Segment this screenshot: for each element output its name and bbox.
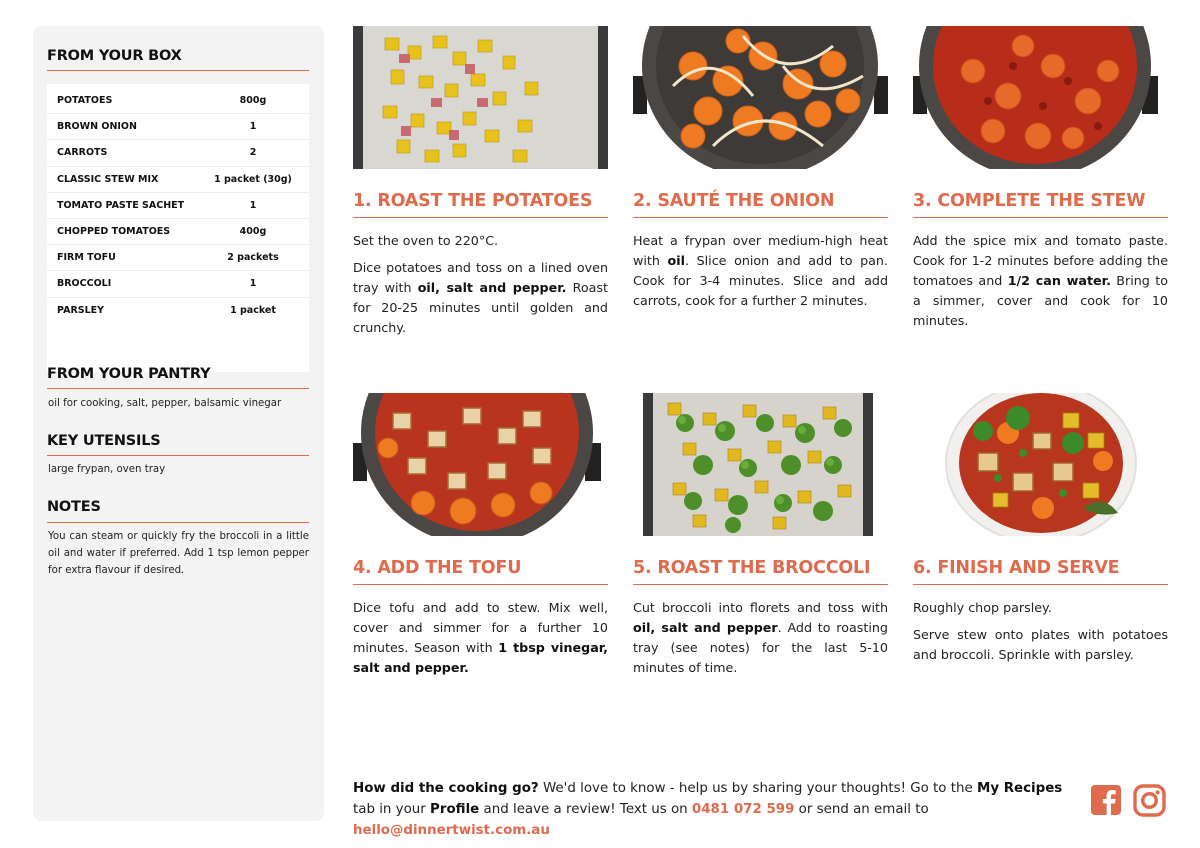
- text: Dice tofu and add to stew. Mix well, cover and simmer for a further 10 minutes. Season with: [353, 600, 608, 655]
- step-6: [913, 393, 1168, 672]
- pantry-title: FROM YOUR PANTRY: [47, 366, 211, 382]
- text: Roast for 20-25 minutes until golden and crunchy.: [353, 280, 608, 335]
- ingredient-name: PARSLEY: [57, 305, 105, 317]
- text: Bring to a simmer, cover and cook for 10 minutes.: [913, 273, 1168, 328]
- step-1: [353, 26, 608, 345]
- footer-question: How did the cooking go?: [353, 781, 539, 796]
- step-photo-finish-serve: [913, 393, 1168, 536]
- bold-text: oil, salt and pepper: [633, 620, 778, 635]
- step-paragraph: Set the oven to 220°C.: [353, 233, 499, 248]
- ingredient-name: TOMATO PASTE SACHET: [57, 199, 185, 211]
- step-2: [633, 26, 888, 318]
- facebook-icon[interactable]: [1090, 784, 1124, 818]
- ingredient-qty: 800g: [239, 95, 267, 107]
- ingredient-qty: 2: [249, 147, 257, 159]
- text: Heat a frypan over medium-high heat with: [633, 233, 888, 268]
- step-paragraph: Roughly chop parsley.: [913, 600, 1052, 615]
- bold-text: 1 tbsp vinegar, salt and pepper.: [353, 640, 608, 675]
- step-paragraph: [633, 598, 888, 678]
- footer-text: or send an email to: [794, 802, 929, 817]
- step-paragraph: [913, 231, 1168, 331]
- text: . Slice onion and add to pan. Cook for 3-4 minutes. Slice and add carrots, cook for a further 2 minutes.: [633, 253, 889, 308]
- email-link[interactable]: hello@dinnertwist.com.au: [353, 823, 550, 838]
- step-paragraph: [353, 258, 608, 338]
- bold-text: oil, salt and pepper.: [417, 280, 567, 295]
- ingredient-name: CLASSIC STEW MIX: [57, 173, 159, 185]
- my-recipes-link[interactable]: My Recipes: [977, 781, 1063, 796]
- divider: [47, 522, 309, 523]
- divider: [47, 388, 309, 389]
- ingredient-row: [47, 271, 309, 297]
- bold-text: 1/2 can water.: [1007, 273, 1111, 288]
- text: Dice potatoes and toss on a lined oven tray with: [353, 260, 608, 295]
- step-title: 1. ROAST THE POTATOES: [353, 191, 608, 218]
- step-5: [633, 393, 888, 685]
- ingredient-qty: 1: [249, 199, 257, 211]
- ingredient-qty: 1: [249, 278, 257, 290]
- step-4: [353, 393, 608, 685]
- footer-text: and leave a review! Text us on: [479, 802, 692, 817]
- text: Add the spice mix and tomato paste. Cook for 1-2 minutes before adding the tomatoes and: [913, 233, 1168, 288]
- utensils-text: large frypan, oven tray: [48, 464, 166, 475]
- step-title: 2. SAUTÉ THE ONION: [633, 191, 888, 218]
- notes-text: You can steam or quickly fry the broccoli in a little oil and water if preferred. Add 1 tsp lemon pepper for extra flavour if desired.: [48, 531, 309, 576]
- text: Cut broccoli into florets and toss with: [633, 600, 888, 615]
- pantry-text: oil for cooking, salt, pepper, balsamic vinegar: [48, 398, 282, 409]
- step-paragraph: [633, 231, 888, 311]
- step-body: [633, 598, 888, 678]
- ingredient-qty: 1 packet (30g): [214, 173, 292, 185]
- profile-link[interactable]: Profile: [430, 802, 480, 817]
- ingredient-name: FIRM TOFU: [57, 252, 116, 264]
- ingredient-qty: 400g: [239, 226, 267, 238]
- ingredient-row: [47, 88, 309, 114]
- step-body: [353, 598, 608, 678]
- ingredient-row: [47, 219, 309, 245]
- ingredient-name: BROWN ONION: [57, 121, 137, 133]
- step-body: [913, 598, 1168, 665]
- ingredients-table: [47, 84, 309, 372]
- step-paragraph: Serve stew onto plates with potatoes and broccoli. Sprinkle with parsley.: [913, 627, 1168, 662]
- ingredient-qty: 2 packets: [227, 252, 279, 264]
- step-photo-add-tofu: [353, 393, 608, 536]
- utensils-title: KEY UTENSILS: [47, 433, 161, 449]
- box-title: FROM YOUR BOX: [47, 48, 182, 64]
- ingredients-sidebar: [33, 26, 324, 821]
- ingredient-qty: 1 packet: [230, 305, 276, 317]
- bold-text: oil: [667, 253, 685, 268]
- text: . Add to roasting tray (see notes) for the last 5-10 minutes of time.: [633, 620, 888, 675]
- ingredient-name: BROCCOLI: [57, 278, 112, 290]
- ingredient-name: CARROTS: [57, 147, 108, 159]
- ingredient-qty: 1: [249, 121, 257, 133]
- ingredient-row: [47, 245, 309, 271]
- step-title: 4. ADD THE TOFU: [353, 558, 608, 585]
- ingredient-row: [47, 140, 309, 166]
- divider: [47, 455, 309, 456]
- step-body: [913, 231, 1168, 331]
- step-body: [633, 231, 888, 311]
- step-title: 3. COMPLETE THE STEW: [913, 191, 1168, 218]
- ingredient-row: [47, 114, 309, 140]
- step-body: [353, 231, 608, 338]
- footer-text: We'd love to know - help us by sharing your thoughts! Go to the: [538, 781, 977, 796]
- ingredient-name: POTATOES: [57, 95, 113, 107]
- footer-text: tab in your: [353, 802, 431, 817]
- feedback-footer: [353, 778, 1083, 841]
- ingredient-row: [47, 167, 309, 193]
- step-paragraph: [353, 598, 608, 678]
- step-title: 5. ROAST THE BROCCOLI: [633, 558, 888, 585]
- step-photo-complete-stew: [913, 26, 1168, 169]
- ingredient-name: CHOPPED TOMATOES: [57, 226, 171, 238]
- step-3: [913, 26, 1168, 338]
- step-photo-saute-onion: [633, 26, 888, 169]
- ingredient-row: [47, 193, 309, 219]
- ingredient-row: [47, 298, 309, 324]
- notes-title: NOTES: [47, 499, 101, 515]
- divider: [47, 70, 309, 71]
- step-photo-roast-potatoes: [353, 26, 608, 169]
- phone-number-link[interactable]: 0481 072 599: [691, 802, 795, 817]
- step-title: 6. FINISH AND SERVE: [913, 558, 1168, 585]
- instagram-icon[interactable]: [1133, 784, 1167, 818]
- step-photo-roast-broccoli: [633, 393, 888, 536]
